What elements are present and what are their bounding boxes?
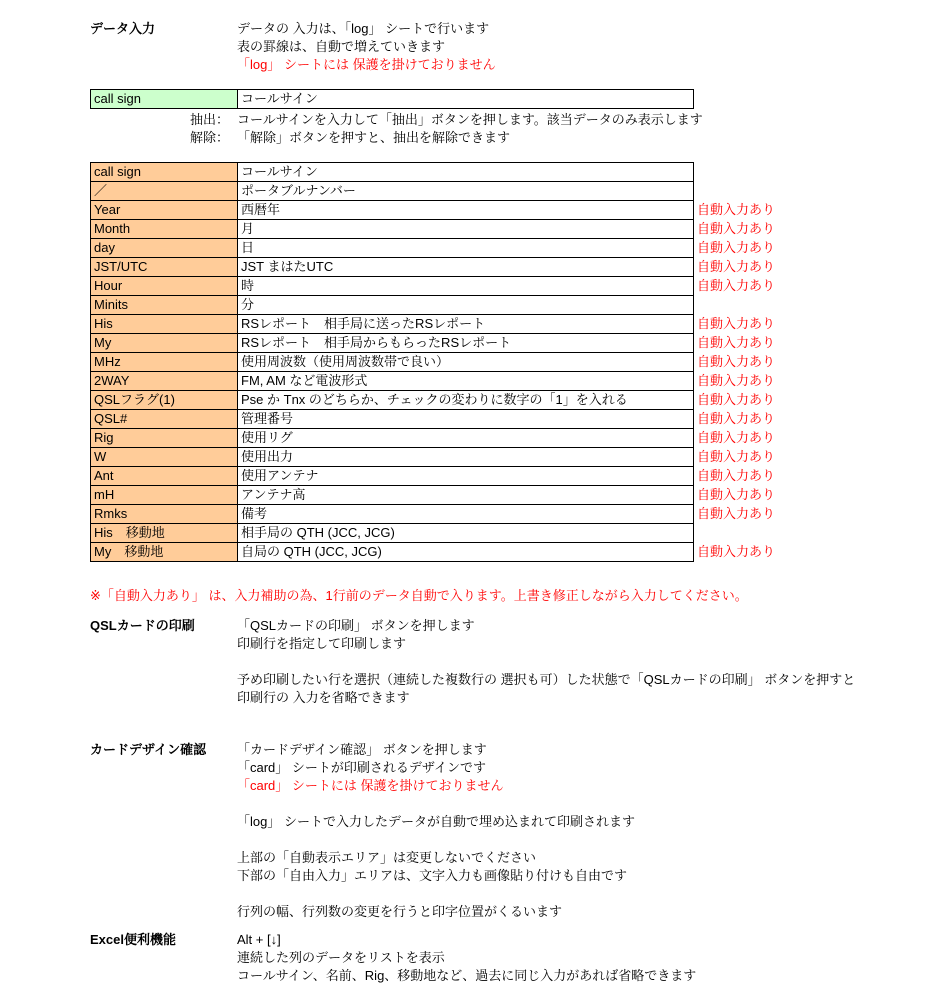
text-line: 「card」 シートには 保護を掛けておりません xyxy=(237,778,504,793)
text-line xyxy=(237,831,939,849)
filter-note-text: 「解除」ボタンを押すと、抽出を解除できます xyxy=(237,130,511,145)
filter-note-text: コールサインを入力して「抽出」ボタンを押します。該当データのみ表示します xyxy=(237,112,703,127)
field-desc-cell: 使用周波数（使用周波数帯で良い） xyxy=(238,353,694,372)
text-line: コールサイン、名前、Rig、移動地など、過去に同じ入力があれば省略できます xyxy=(237,968,697,983)
field-label-cell: JST/UTC xyxy=(91,258,238,277)
auto-input-note: 自動入力あり xyxy=(697,487,776,502)
call-sign-row xyxy=(91,90,694,109)
text-line: データの 入力は、「log」 シートで行います xyxy=(237,21,490,36)
field-desc-cell: RSレポート 相手局に送ったRSレポート xyxy=(238,315,694,334)
table-row xyxy=(91,543,934,562)
field-label-cell: QSLフラグ(1) xyxy=(91,391,238,410)
filter-note-label: 解除： xyxy=(190,130,230,145)
field-desc-cell: 使用リグ xyxy=(238,429,694,448)
field-desc-cell: 自局の QTH (JCC, JCG) xyxy=(238,543,694,562)
auto-input-note: 自動入力あり xyxy=(697,430,776,445)
field-label-cell: QSL# xyxy=(91,410,238,429)
table-row xyxy=(91,201,934,220)
call-sign-search-box xyxy=(90,89,694,109)
auto-input-footnote: ※「自動入力あり」 は、入力補助の為、1行前のデータ自動で入ります。上書き修正しながら入力してください。 xyxy=(90,588,748,603)
auto-input-note: 自動入力あり xyxy=(697,468,776,483)
text-line: 予め印刷したい行を選択（連続した複数行の 選択も可）した状態で「QSLカードの印刷」 ボタンを押すと xyxy=(237,672,856,687)
field-desc-cell: 時 xyxy=(238,277,694,296)
text-line: 行列の幅、行列数の変更を行うと印字位置がくるいます xyxy=(237,904,563,919)
text-line: 連続した列のデータをリストを表示 xyxy=(237,950,445,965)
table-row xyxy=(91,410,934,429)
section-heading-data-input: データ入力 xyxy=(90,21,156,36)
auto-input-note xyxy=(694,524,934,543)
field-desc-cell: 西暦年 xyxy=(238,201,694,220)
field-label-cell: MHz xyxy=(91,353,238,372)
field-label-cell: Rig xyxy=(91,429,238,448)
field-label-cell: My xyxy=(91,334,238,353)
auto-input-note: 自動入力あり xyxy=(697,411,776,426)
auto-input-note: 自動入力あり xyxy=(697,202,776,217)
text-line xyxy=(237,795,939,813)
table-row xyxy=(91,429,934,448)
table-row xyxy=(91,296,934,315)
table-row xyxy=(91,524,934,543)
field-label-cell: day xyxy=(91,239,238,258)
text-line: 上部の「自動表示エリア」は変更しないでください xyxy=(237,850,537,865)
auto-input-note: 自動入力あり xyxy=(697,316,776,331)
filter-note-line xyxy=(190,129,939,147)
table-row xyxy=(91,505,934,524)
field-desc-cell: 管理番号 xyxy=(238,410,694,429)
auto-input-note: 自動入力あり xyxy=(697,373,776,388)
table-row xyxy=(91,391,934,410)
field-desc-cell: 分 xyxy=(238,296,694,315)
field-desc-cell: アンテナ高 xyxy=(238,486,694,505)
field-label-cell: His 移動地 xyxy=(91,524,238,543)
field-desc-cell: FM, AM など電波形式 xyxy=(238,372,694,391)
text-line: 表の罫線は、自動で増えていきます xyxy=(237,39,446,54)
field-label-cell: Hour xyxy=(91,277,238,296)
section-heading-qsl-print: QSLカードの印刷 xyxy=(90,618,195,633)
field-desc-cell: ポータブルナンバー xyxy=(238,182,694,201)
table-row xyxy=(91,353,934,372)
text-line: 「card」 シートが印刷されるデザインです xyxy=(237,760,486,775)
section-qsl-print xyxy=(90,617,939,707)
auto-input-note xyxy=(694,163,934,182)
table-row xyxy=(91,239,934,258)
auto-input-note: 自動入力あり xyxy=(697,354,776,369)
table-row xyxy=(91,220,934,239)
text-line: 印刷行を指定して印刷します xyxy=(237,636,407,651)
field-label-cell: 2WAY xyxy=(91,372,238,391)
field-desc-cell: 日 xyxy=(238,239,694,258)
field-label-cell: Year xyxy=(91,201,238,220)
help-sheet xyxy=(0,20,939,991)
table-row xyxy=(91,277,934,296)
field-desc-cell: Pse か Tnx のどちらか、チェックの変わりに数字の「1」を入れる xyxy=(238,391,694,410)
auto-input-note: 自動入力あり xyxy=(697,240,776,255)
text-line: 下部の「自由入力」エリアは、文字入力も画像貼り付けも自由です xyxy=(237,868,628,883)
auto-input-note: 自動入力あり xyxy=(697,221,776,236)
table-row xyxy=(91,163,934,182)
field-desc-cell: 備考 xyxy=(238,505,694,524)
text-line: 「QSLカードの印刷」 ボタンを押します xyxy=(237,618,475,633)
auto-input-note xyxy=(694,182,934,201)
field-label-cell: Month xyxy=(91,220,238,239)
table-row xyxy=(91,315,934,334)
text-line: 「log」 シートには 保護を掛けておりません xyxy=(237,57,496,72)
text-line xyxy=(237,885,939,903)
excel-tips-lines xyxy=(237,931,939,985)
filter-note-label: 抽出： xyxy=(190,112,230,127)
call-sign-description-cell: コールサイン xyxy=(238,90,694,109)
field-label-cell: Ant xyxy=(91,467,238,486)
field-label-cell: ／ xyxy=(91,182,238,201)
field-label-cell: Rmks xyxy=(91,505,238,524)
table-row xyxy=(91,182,934,201)
field-label-cell: call sign xyxy=(91,163,238,182)
section-heading-excel-tips: Excel便利機能 xyxy=(90,932,176,947)
table-row xyxy=(91,258,934,277)
data-input-lines xyxy=(237,20,939,74)
field-label-cell: W xyxy=(91,448,238,467)
field-desc-cell: コールサイン xyxy=(238,163,694,182)
auto-input-note: 自動入力あり xyxy=(697,259,776,274)
auto-input-note: 自動入力あり xyxy=(697,335,776,350)
field-label-cell: My 移動地 xyxy=(91,543,238,562)
table-row xyxy=(91,448,934,467)
qsl-print-lines xyxy=(237,617,939,707)
filter-notes xyxy=(190,111,939,147)
text-line xyxy=(237,653,939,671)
call-sign-cell[interactable]: call sign xyxy=(91,90,238,109)
field-label-cell: His xyxy=(91,315,238,334)
section-card-design xyxy=(90,741,939,921)
field-desc-cell: 使用アンテナ xyxy=(238,467,694,486)
section-heading-card-design: カードデザイン確認 xyxy=(90,742,207,757)
field-label-cell: mH xyxy=(91,486,238,505)
text-line: 印刷行の 入力を省略できます xyxy=(237,690,410,705)
card-design-lines xyxy=(237,741,939,921)
field-desc-cell: 相手局の QTH (JCC, JCG) xyxy=(238,524,694,543)
auto-input-note: 自動入力あり xyxy=(697,392,776,407)
field-label-cell: Minits xyxy=(91,296,238,315)
auto-input-note xyxy=(694,296,934,315)
field-desc-cell: 使用出力 xyxy=(238,448,694,467)
filter-note-line xyxy=(190,111,939,129)
auto-input-note: 自動入力あり xyxy=(697,544,776,559)
table-row xyxy=(91,486,934,505)
field-desc-cell: 月 xyxy=(238,220,694,239)
table-row xyxy=(91,467,934,486)
auto-input-note: 自動入力あり xyxy=(697,449,776,464)
table-row xyxy=(91,372,934,391)
field-desc-cell: JST まはたUTC xyxy=(238,258,694,277)
auto-input-note: 自動入力あり xyxy=(697,278,776,293)
field-definition-table xyxy=(90,162,934,562)
text-line: 「log」 シートで入力したデータが自動で埋め込まれて印刷されます xyxy=(237,814,635,829)
section-excel-tips xyxy=(90,931,939,985)
table-row xyxy=(91,334,934,353)
auto-input-note: 自動入力あり xyxy=(697,506,776,521)
section-data-input xyxy=(90,20,939,74)
text-line: 「カードデザイン確認」 ボタンを押します xyxy=(237,742,487,757)
field-desc-cell: RSレポート 相手局からもらったRSレポート xyxy=(238,334,694,353)
text-line: Alt + [↓] xyxy=(237,932,281,947)
